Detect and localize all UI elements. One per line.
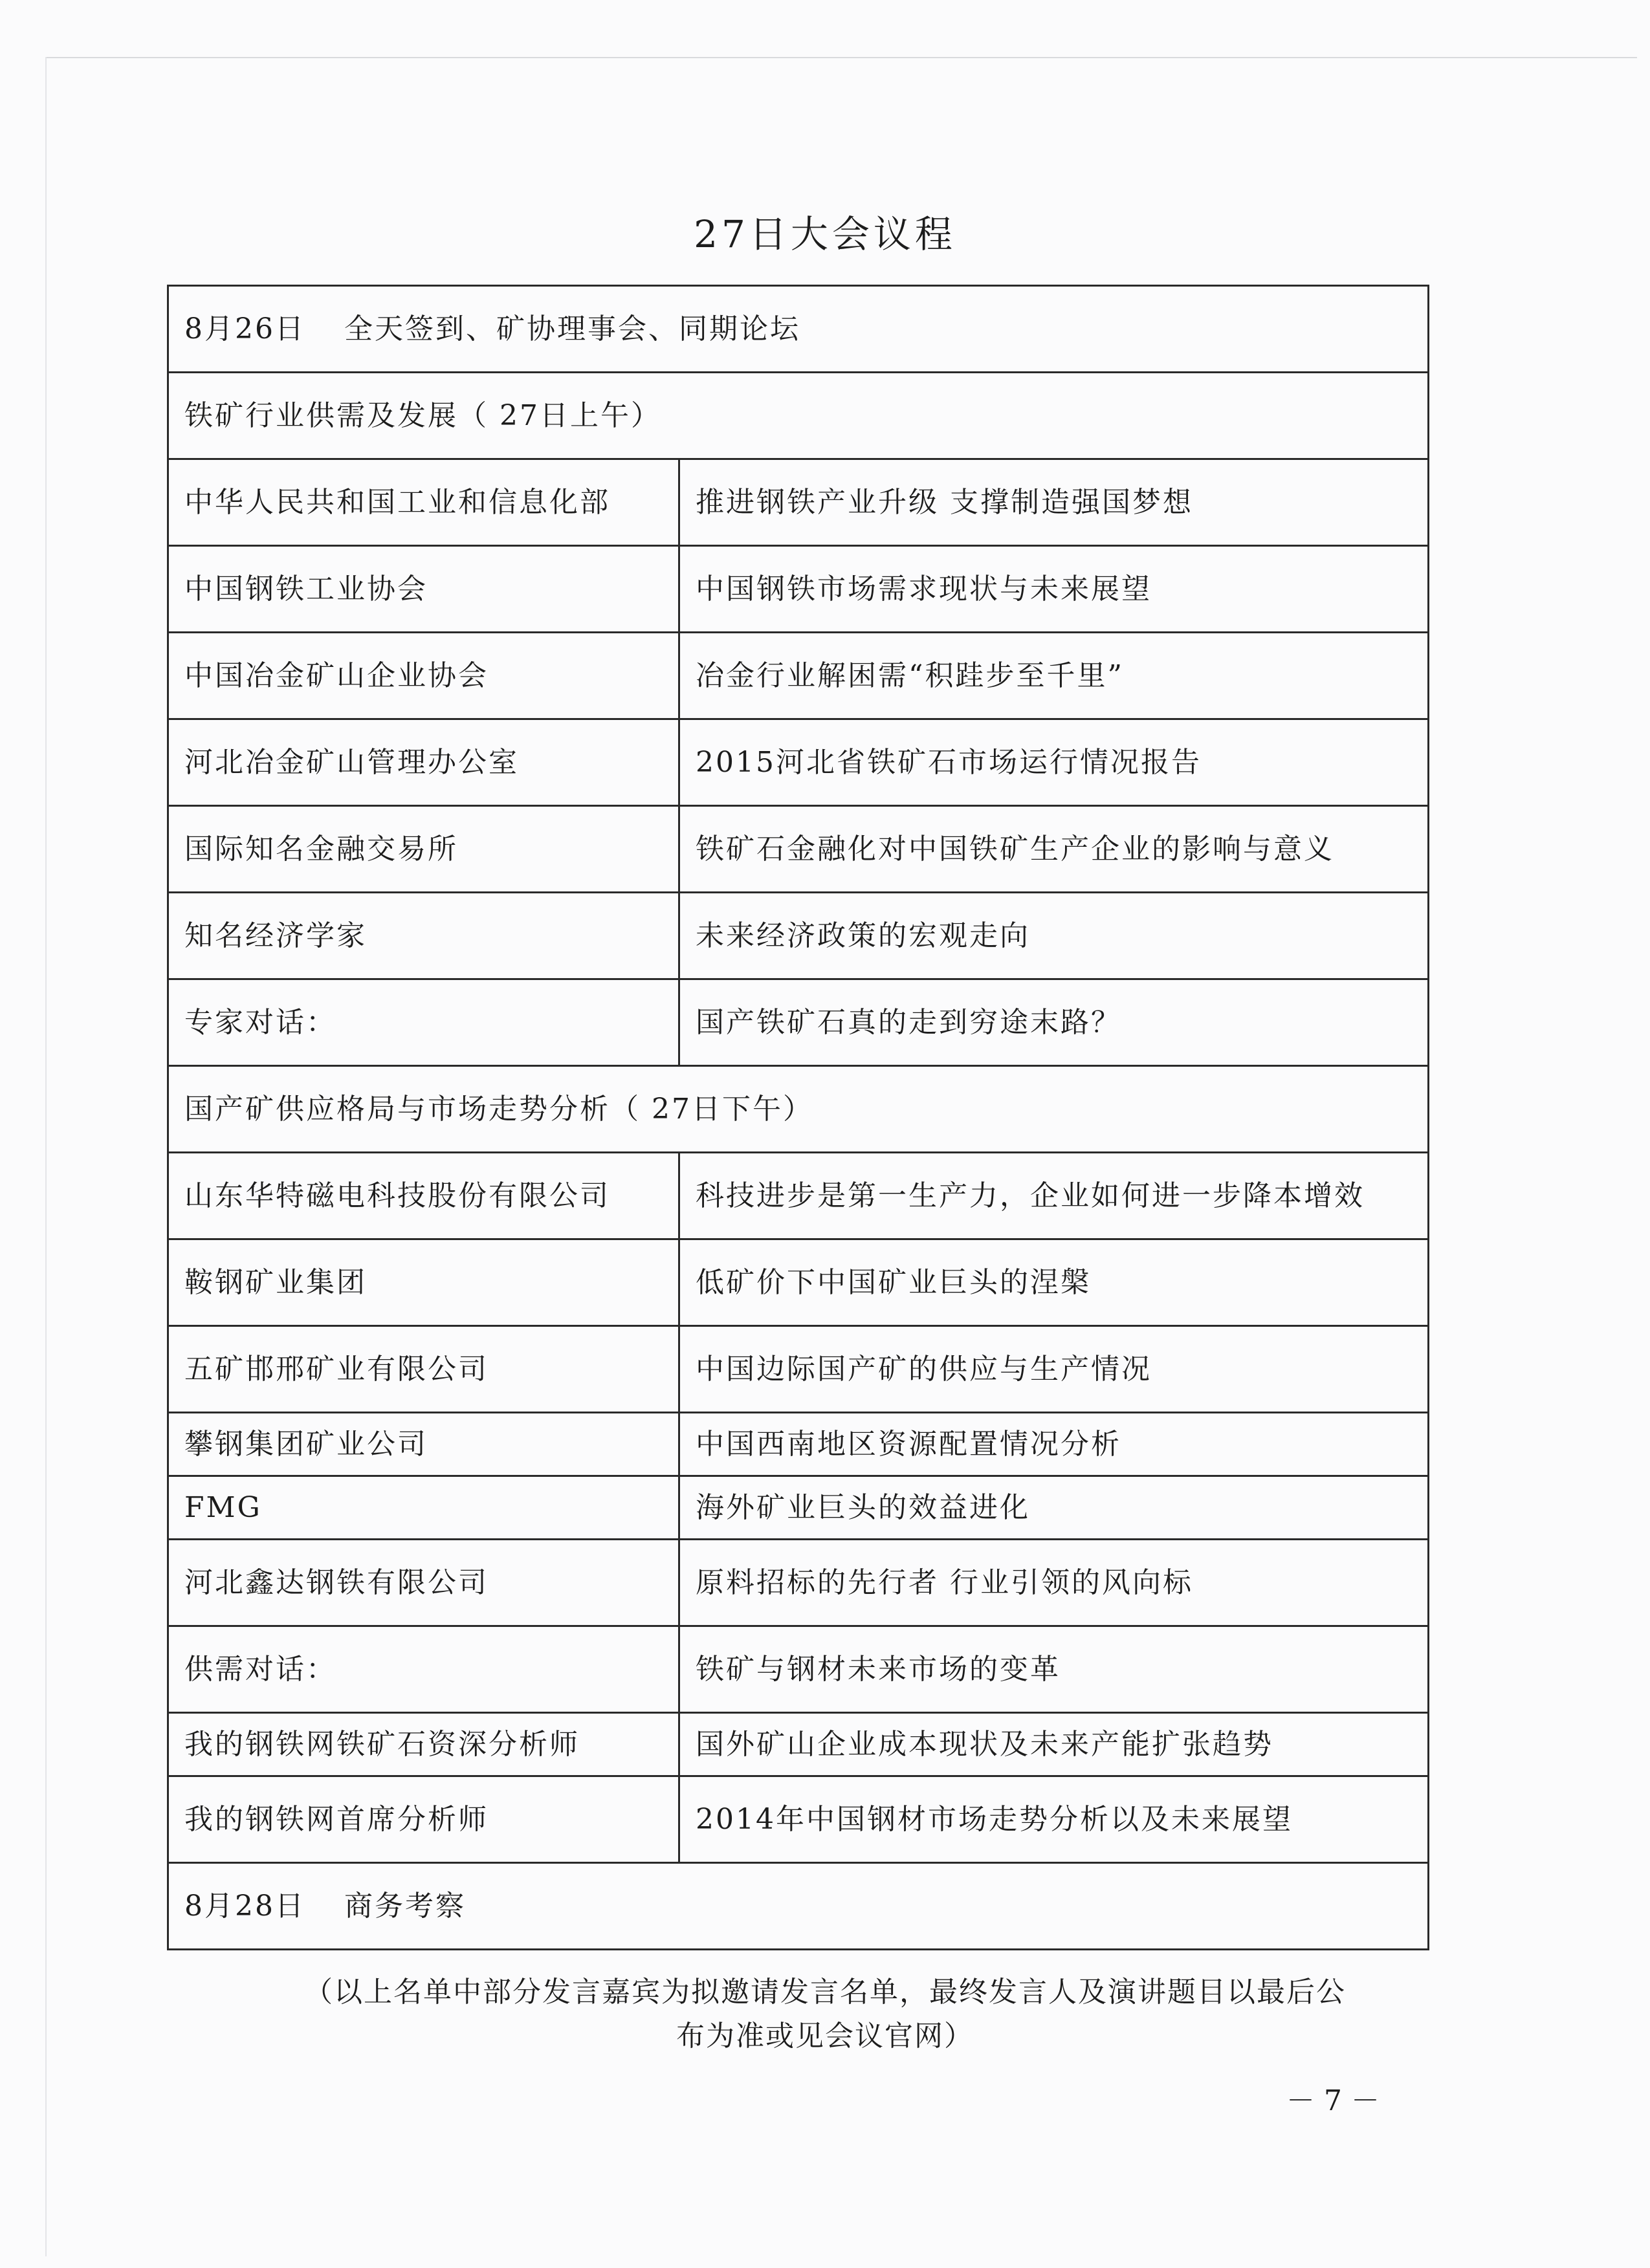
speaker-cell: FMG: [168, 1476, 679, 1540]
table-row: [168, 1540, 1429, 1626]
day-row-28: [168, 1863, 1429, 1950]
section-header-morning: 铁矿行业供需及发展（ 27日上午）: [168, 373, 1429, 459]
day-date: 8月28日: [184, 1889, 305, 1923]
topic-cell: 推进钢铁产业升级 支撑制造强国梦想: [679, 459, 1429, 546]
speaker-cell: 中国冶金矿山企业协会: [168, 633, 679, 719]
table-row: [168, 719, 1429, 806]
table-row: [168, 1476, 1429, 1540]
page-title: 27日大会议程: [694, 212, 956, 256]
day-date: 8月26日: [184, 312, 305, 345]
table-row: [168, 806, 1429, 893]
section-header-row: [168, 1066, 1429, 1153]
table-row: [168, 1626, 1429, 1713]
topic-cell: 中国钢铁市场需求现状与未来展望: [679, 546, 1429, 633]
speaker-cell: 中国钢铁工业协会: [168, 546, 679, 633]
table-row: [168, 546, 1429, 633]
speaker-cell: 中华人民共和国工业和信息化部: [168, 459, 679, 546]
day-row-26: [168, 286, 1429, 373]
speaker-cell: 我的钢铁网铁矿石资深分析师: [168, 1713, 679, 1776]
topic-cell: 铁矿石金融化对中国铁矿生产企业的影响与意义: [679, 806, 1429, 893]
topic-cell: 低矿价下中国矿业巨头的涅槃: [679, 1239, 1429, 1326]
topic-cell: 2014年中国钢材市场走势分析以及未来展望: [679, 1776, 1429, 1863]
scan-page-edge-top: [45, 57, 1637, 58]
topic-cell: 国外矿山企业成本现状及未来产能扩张趋势: [679, 1713, 1429, 1776]
table-row: [168, 1776, 1429, 1863]
table-row: [168, 979, 1429, 1066]
day-cell: [168, 286, 1429, 373]
topic-cell: 中国边际国产矿的供应与生产情况: [679, 1326, 1429, 1413]
table-row: [168, 633, 1429, 719]
speaker-cell: 山东华特磁电科技股份有限公司: [168, 1153, 679, 1239]
day-activity: 全天签到、矿协理事会、同期论坛: [344, 312, 800, 345]
topic-cell: 科技进步是第一生产力，企业如何进一步降本增效: [679, 1153, 1429, 1239]
table-row: [168, 1239, 1429, 1326]
footnote-line: 布为准或见会议官网）: [676, 2020, 974, 2053]
speaker-cell: 河北冶金矿山管理办公室: [168, 719, 679, 806]
section-header-row: [168, 373, 1429, 459]
table-row: [168, 893, 1429, 979]
section-header-afternoon: 国产矿供应格局与市场走势分析（ 27日下午）: [168, 1066, 1429, 1153]
speaker-cell: 知名经济学家: [168, 893, 679, 979]
speaker-cell: 专家对话：: [168, 979, 679, 1066]
speaker-cell: 鞍钢矿业集团: [168, 1239, 679, 1326]
day-cell: [168, 1863, 1429, 1950]
topic-cell: 铁矿与钢材未来市场的变革: [679, 1626, 1429, 1713]
footnote: [167, 1970, 1483, 2058]
speaker-cell: 五矿邯邢矿业有限公司: [168, 1326, 679, 1413]
page-number: － 7 －: [1286, 2084, 1380, 2117]
speaker-cell: 河北鑫达钢铁有限公司: [168, 1540, 679, 1626]
speaker-cell: 供需对话：: [168, 1626, 679, 1713]
table-row: [168, 1713, 1429, 1776]
topic-cell: 2015河北省铁矿石市场运行情况报告: [679, 719, 1429, 806]
topic-cell: 未来经济政策的宏观走向: [679, 893, 1429, 979]
topic-cell: 冶金行业解困需“积跬步至千里”: [679, 633, 1429, 719]
topic-cell: 海外矿业巨头的效益进化: [679, 1476, 1429, 1540]
speaker-cell: 我的钢铁网首席分析师: [168, 1776, 679, 1863]
speaker-cell: 国际知名金融交易所: [168, 806, 679, 893]
footnote-line: （以上名单中部分发言嘉宾为拟邀请发言名单，最终发言人及演讲题目以最后公: [304, 1976, 1346, 2009]
table-row: [168, 459, 1429, 546]
topic-cell: 中国西南地区资源配置情况分析: [679, 1413, 1429, 1476]
table-row: [168, 1326, 1429, 1413]
day-activity: 商务考察: [344, 1889, 466, 1923]
table-row: [168, 1413, 1429, 1476]
agenda-table: [167, 285, 1429, 1950]
scan-page-edge-left: [45, 57, 47, 2256]
speaker-cell: 攀钢集团矿业公司: [168, 1413, 679, 1476]
table-row: [168, 1153, 1429, 1239]
topic-cell: 原料招标的先行者 行业引领的风向标: [679, 1540, 1429, 1626]
topic-cell: 国产铁矿石真的走到穷途末路？: [679, 979, 1429, 1066]
